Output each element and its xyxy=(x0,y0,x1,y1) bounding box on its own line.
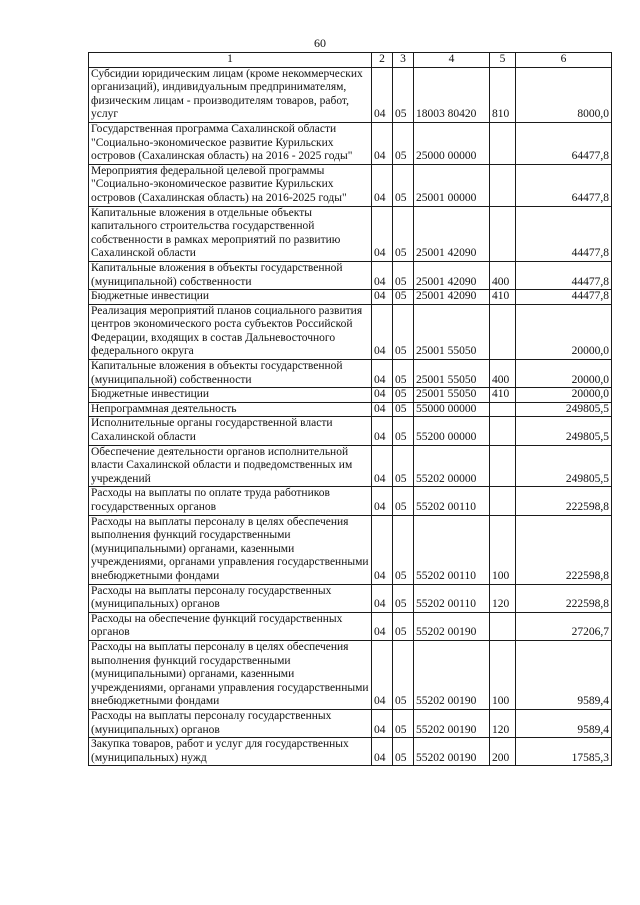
row-amount-cell: 20000,0 xyxy=(516,360,612,388)
row-subsection-cell: 05 xyxy=(393,360,414,388)
row-amount-cell: 222598,8 xyxy=(516,584,612,612)
row-name-cell: Государственная программа Сахалинской области "Социально-экономическое развитие Курильских островов (Сахалинская область) на 2016 - 2025 годы" xyxy=(89,122,372,164)
row-target-article-cell: 55202 00190 xyxy=(414,640,490,709)
table-row xyxy=(89,261,612,289)
row-amount-cell: 64477,8 xyxy=(516,122,612,164)
table-row xyxy=(89,67,612,122)
row-name-cell: Бюджетные инвестиции xyxy=(89,290,372,305)
row-section-cell: 04 xyxy=(372,584,393,612)
row-section-cell: 04 xyxy=(372,402,393,417)
row-expense-type-cell xyxy=(490,206,516,261)
row-target-article-cell: 55202 00000 xyxy=(414,445,490,487)
row-target-article-cell: 25001 55050 xyxy=(414,360,490,388)
row-target-article-cell: 55202 00110 xyxy=(414,487,490,515)
table-row xyxy=(89,445,612,487)
row-subsection-cell: 05 xyxy=(393,67,414,122)
row-expense-type-cell: 410 xyxy=(490,290,516,305)
row-name-cell: Закупка товаров, работ и услуг для государственных (муниципальных) нужд xyxy=(89,738,372,766)
row-amount-cell: 44477,8 xyxy=(516,290,612,305)
row-section-cell: 04 xyxy=(372,122,393,164)
column-header-name: 1 xyxy=(89,53,372,68)
row-amount-cell: 222598,8 xyxy=(516,515,612,584)
budget-table xyxy=(88,52,612,766)
row-name-cell: Расходы на выплаты персоналу в целях обеспечения выполнения функций государственными (муниципальными) органами, казенными учреждениями, органами управления государственными внебюджетными фондами xyxy=(89,515,372,584)
column-header-expense-type: 5 xyxy=(490,53,516,68)
row-amount-cell: 44477,8 xyxy=(516,206,612,261)
column-header-amount: 6 xyxy=(516,53,612,68)
row-expense-type-cell xyxy=(490,164,516,206)
row-section-cell: 04 xyxy=(372,261,393,289)
row-section-cell: 04 xyxy=(372,206,393,261)
row-expense-type-cell xyxy=(490,402,516,417)
table-row xyxy=(89,164,612,206)
row-target-article-cell: 55202 00190 xyxy=(414,612,490,640)
column-header-subsection: 3 xyxy=(393,53,414,68)
row-subsection-cell: 05 xyxy=(393,417,414,445)
row-amount-cell: 17585,3 xyxy=(516,738,612,766)
row-name-cell: Субсидии юридическим лицам (кроме некоммерческих организаций), индивидуальным предпринимателям, физическим лицам - производителям товаров, работ, услуг xyxy=(89,67,372,122)
row-expense-type-cell: 120 xyxy=(490,584,516,612)
row-amount-cell: 27206,7 xyxy=(516,612,612,640)
row-subsection-cell: 05 xyxy=(393,584,414,612)
row-name-cell: Расходы на обеспечение функций государственных органов xyxy=(89,612,372,640)
row-name-cell: Расходы на выплаты персоналу государственных (муниципальных) органов xyxy=(89,709,372,737)
row-expense-type-cell xyxy=(490,445,516,487)
row-amount-cell: 20000,0 xyxy=(516,388,612,403)
row-amount-cell: 222598,8 xyxy=(516,487,612,515)
row-section-cell: 04 xyxy=(372,445,393,487)
row-target-article-cell: 55200 00000 xyxy=(414,417,490,445)
row-name-cell: Непрограммная деятельность xyxy=(89,402,372,417)
row-target-article-cell: 25001 55050 xyxy=(414,304,490,359)
row-section-cell: 04 xyxy=(372,304,393,359)
table-row xyxy=(89,640,612,709)
row-section-cell: 04 xyxy=(372,388,393,403)
row-expense-type-cell: 410 xyxy=(490,388,516,403)
row-amount-cell: 249805,5 xyxy=(516,445,612,487)
row-name-cell: Расходы на выплаты по оплате труда работников государственных органов xyxy=(89,487,372,515)
row-target-article-cell: 55202 00110 xyxy=(414,515,490,584)
row-subsection-cell: 05 xyxy=(393,445,414,487)
row-subsection-cell: 05 xyxy=(393,290,414,305)
row-subsection-cell: 05 xyxy=(393,487,414,515)
row-expense-type-cell: 120 xyxy=(490,709,516,737)
row-subsection-cell: 05 xyxy=(393,304,414,359)
row-name-cell: Капитальные вложения в отдельные объекты капитального строительства государственной собственности в рамках мероприятий по развитию Сахалинской области xyxy=(89,206,372,261)
table-row xyxy=(89,402,612,417)
row-amount-cell: 9589,4 xyxy=(516,640,612,709)
row-target-article-cell: 25001 42090 xyxy=(414,290,490,305)
row-subsection-cell: 05 xyxy=(393,164,414,206)
row-name-cell: Расходы на выплаты персоналу в целях обеспечения выполнения функций государственными (муниципальными) органами, казенными учреждениями, органами управления государственными внебюджетными фондами xyxy=(89,640,372,709)
row-section-cell: 04 xyxy=(372,738,393,766)
table-body xyxy=(89,67,612,766)
row-target-article-cell: 55202 00190 xyxy=(414,709,490,737)
row-subsection-cell: 05 xyxy=(393,709,414,737)
row-subsection-cell: 05 xyxy=(393,206,414,261)
row-expense-type-cell: 810 xyxy=(490,67,516,122)
row-amount-cell: 44477,8 xyxy=(516,261,612,289)
row-expense-type-cell xyxy=(490,304,516,359)
table-row xyxy=(89,388,612,403)
row-subsection-cell: 05 xyxy=(393,738,414,766)
row-target-article-cell: 25001 00000 xyxy=(414,164,490,206)
table-row xyxy=(89,738,612,766)
row-name-cell: Бюджетные инвестиции xyxy=(89,388,372,403)
row-expense-type-cell xyxy=(490,417,516,445)
row-expense-type-cell: 100 xyxy=(490,515,516,584)
table-row xyxy=(89,515,612,584)
row-expense-type-cell xyxy=(490,612,516,640)
row-expense-type-cell xyxy=(490,487,516,515)
row-amount-cell: 8000,0 xyxy=(516,67,612,122)
row-section-cell: 04 xyxy=(372,487,393,515)
row-subsection-cell: 05 xyxy=(393,612,414,640)
table-row xyxy=(89,122,612,164)
row-amount-cell: 249805,5 xyxy=(516,417,612,445)
table-row xyxy=(89,709,612,737)
row-target-article-cell: 25000 00000 xyxy=(414,122,490,164)
table-row xyxy=(89,290,612,305)
table-row xyxy=(89,487,612,515)
row-name-cell: Мероприятия федеральной целевой программы "Социально-экономическое развитие Курильских островов (Сахалинская область) на 2016-2025 годы" xyxy=(89,164,372,206)
row-name-cell: Капитальные вложения в объекты государственной (муниципальной) собственности xyxy=(89,261,372,289)
table-row xyxy=(89,417,612,445)
row-target-article-cell: 55202 00190 xyxy=(414,738,490,766)
row-amount-cell: 9589,4 xyxy=(516,709,612,737)
row-section-cell: 04 xyxy=(372,360,393,388)
row-section-cell: 04 xyxy=(372,67,393,122)
row-target-article-cell: 25001 42090 xyxy=(414,206,490,261)
page-number: 60 xyxy=(314,36,326,50)
row-expense-type-cell: 400 xyxy=(490,261,516,289)
row-name-cell: Капитальные вложения в объекты государственной (муниципальной) собственности xyxy=(89,360,372,388)
row-name-cell: Исполнительные органы государственной власти Сахалинской области xyxy=(89,417,372,445)
table-row xyxy=(89,304,612,359)
row-subsection-cell: 05 xyxy=(393,640,414,709)
table-row xyxy=(89,360,612,388)
table-row xyxy=(89,584,612,612)
row-section-cell: 04 xyxy=(372,709,393,737)
row-name-cell: Обеспечение деятельности органов исполнительной власти Сахалинской области и подведомственных им учреждений xyxy=(89,445,372,487)
row-expense-type-cell: 200 xyxy=(490,738,516,766)
row-amount-cell: 20000,0 xyxy=(516,304,612,359)
row-subsection-cell: 05 xyxy=(393,402,414,417)
column-header-target-article: 4 xyxy=(414,53,490,68)
row-target-article-cell: 25001 42090 xyxy=(414,261,490,289)
row-subsection-cell: 05 xyxy=(393,515,414,584)
row-subsection-cell: 05 xyxy=(393,388,414,403)
row-amount-cell: 249805,5 xyxy=(516,402,612,417)
row-target-article-cell: 55202 00110 xyxy=(414,584,490,612)
row-name-cell: Расходы на выплаты персоналу государственных (муниципальных) органов xyxy=(89,584,372,612)
row-expense-type-cell: 400 xyxy=(490,360,516,388)
row-section-cell: 04 xyxy=(372,515,393,584)
row-section-cell: 04 xyxy=(372,612,393,640)
row-section-cell: 04 xyxy=(372,640,393,709)
row-section-cell: 04 xyxy=(372,290,393,305)
table-row xyxy=(89,612,612,640)
header-row xyxy=(89,53,612,68)
row-section-cell: 04 xyxy=(372,164,393,206)
row-name-cell: Реализация мероприятий планов социального развития центров экономического роста субъектов Российской Федерации, входящих в состав Дальневосточного федерального округа xyxy=(89,304,372,359)
row-amount-cell: 64477,8 xyxy=(516,164,612,206)
row-subsection-cell: 05 xyxy=(393,261,414,289)
row-expense-type-cell xyxy=(490,122,516,164)
row-target-article-cell: 25001 55050 xyxy=(414,388,490,403)
row-target-article-cell: 55000 00000 xyxy=(414,402,490,417)
row-subsection-cell: 05 xyxy=(393,122,414,164)
row-target-article-cell: 18003 80420 xyxy=(414,67,490,122)
column-header-section: 2 xyxy=(372,53,393,68)
row-expense-type-cell: 100 xyxy=(490,640,516,709)
row-section-cell: 04 xyxy=(372,417,393,445)
table-row xyxy=(89,206,612,261)
